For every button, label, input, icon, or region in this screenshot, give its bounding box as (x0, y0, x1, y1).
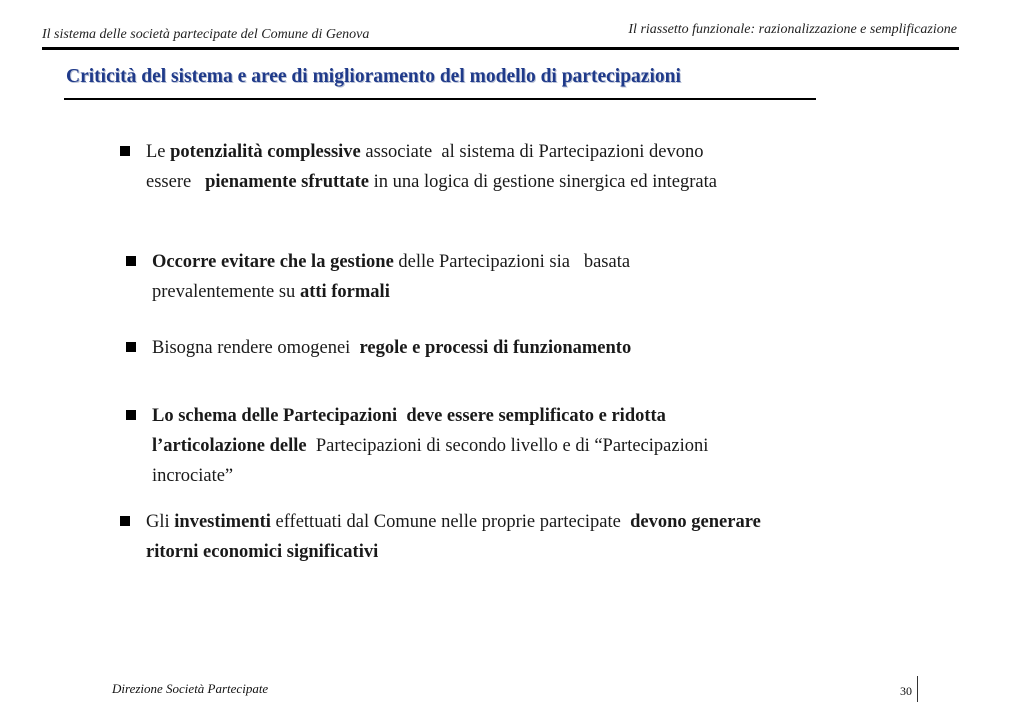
regular-text: prevalentemente su (152, 282, 300, 302)
footer-department: Direzione Società Partecipate (112, 681, 269, 696)
bold-text: pienamente sfruttate (205, 172, 369, 192)
regular-text: Partecipazioni di secondo livello e di “Partecipazioni (306, 436, 709, 456)
bold-text: atti formali (299, 282, 390, 302)
regular-text: effettuati dal Comune nelle proprie partecipate (270, 512, 631, 532)
bullet-line (120, 507, 761, 537)
bullet-item (126, 333, 631, 363)
header-left-text: Il sistema delle società partecipate del Comune di Genova (42, 27, 370, 42)
header-right-text: Il riassetto funzionale: razionalizzazione e semplificazione (628, 22, 957, 37)
bold-text: regole e processi di funzionamento (359, 338, 632, 358)
bullet-line (126, 247, 630, 277)
footer-divider (917, 676, 918, 702)
slide-title: Criticità del sistema e aree di miglioramento del modello di partecipazioni (66, 66, 681, 87)
bullet-line (120, 537, 761, 567)
regular-text: Bisogna rendere omogenei (152, 338, 360, 358)
title-underline (64, 98, 816, 100)
bullet-square-icon (126, 342, 136, 352)
bullet-line (120, 167, 717, 197)
bullet-square-icon (126, 256, 136, 266)
regular-text: in una logica di gestione sinergica ed integrata (368, 172, 717, 192)
bullet-item (126, 401, 708, 491)
page-number: 30 (900, 684, 912, 698)
bullet-line (126, 461, 708, 491)
bullet-line (126, 431, 708, 461)
bold-text: investimenti (174, 512, 271, 532)
bold-text: l’articolazione delle (152, 436, 307, 456)
regular-text: associate al sistema di Partecipazioni devono (360, 142, 704, 162)
regular-text: essere (146, 172, 206, 192)
bullet-line (126, 333, 631, 363)
regular-text: Gli (146, 512, 175, 532)
bullet-item (120, 137, 717, 197)
bullet-square-icon (120, 516, 130, 526)
bullet-item (126, 247, 630, 307)
regular-text: incrociate” (152, 466, 234, 486)
bullet-square-icon (120, 146, 130, 156)
header-divider (42, 47, 959, 50)
bullet-square-icon (126, 410, 136, 420)
bullet-line (120, 137, 717, 167)
bullet-line (126, 401, 708, 431)
bullet-line (126, 277, 630, 307)
regular-text: Le (146, 142, 171, 162)
bullet-item (120, 507, 761, 567)
bold-text: Lo schema delle Partecipazioni deve essere semplificato e ridotta (152, 406, 666, 426)
bold-text: ritorni economici significativi (146, 542, 379, 562)
bold-text: Occorre evitare che la gestione (152, 252, 394, 272)
bold-text: potenzialità complessive (170, 142, 361, 162)
bold-text: devono generare (630, 512, 761, 532)
regular-text: delle Partecipazioni sia basata (393, 252, 631, 272)
